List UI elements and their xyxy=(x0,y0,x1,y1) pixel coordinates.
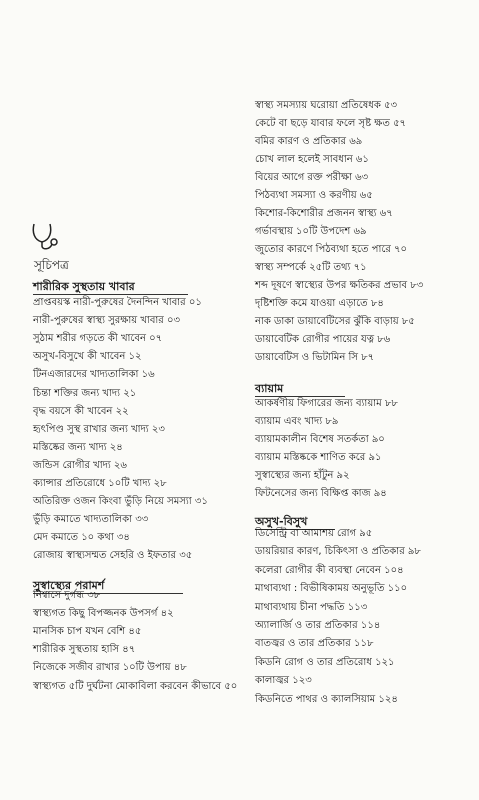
toc-entry xyxy=(255,528,372,540)
toc-entry-page: ১১৮ xyxy=(350,638,374,650)
toc-entry-page: ২৩ xyxy=(148,423,165,435)
toc-entry-page: ৯২ xyxy=(333,470,350,481)
toc-entry-title: মাথাব্যথা : বিভীষিকাময় অনুভূতি xyxy=(255,583,385,595)
toc-entry xyxy=(33,478,167,490)
toc-entry-page: ৪৭ xyxy=(119,644,136,656)
toc-entry-page: ১২ xyxy=(125,351,142,363)
toc-entry-title: গর্ভাবস্থায় ১০টি উপদেশ xyxy=(255,226,351,237)
toc-entry-title: বিয়ের আগে রক্ত পরীক্ষা xyxy=(255,172,352,183)
page-title: সূচিপত্র xyxy=(34,258,69,272)
toc-entry-title: ডায়াবেটিস ও ভিটামিন সি xyxy=(255,352,358,363)
toc-entry xyxy=(33,662,187,674)
toc-entry-page: ২৬ xyxy=(110,459,127,471)
toc-entry-title: টিনএজারদের খাদ্যতালিকা xyxy=(33,369,139,381)
toc-entry-page: ০১ xyxy=(185,297,202,308)
toc-entry xyxy=(255,470,350,482)
toc-entry xyxy=(33,333,162,345)
toc-entry-title: আকর্ষণীয় ফিগারের জন্য ব্যায়াম xyxy=(255,398,382,409)
toc-entry xyxy=(33,608,174,620)
toc-entry-title: চোখ লাল হলেই সাবধান xyxy=(255,154,353,165)
toc-entry xyxy=(33,406,129,418)
toc-entry-title: শব্দ দূষণে স্বাস্থ্যের উপর ক্ষতিকর প্রভাব xyxy=(255,280,408,291)
toc-entry-page: ৯০ xyxy=(368,434,385,445)
toc-entry-title: জুতোর কারণে পিঠব্যথা হতে পারে xyxy=(255,244,391,255)
toc-entry-title: অতিরিক্ত ওজন কিংবা ভুঁড়ি নিয়ে সমস্যা xyxy=(33,496,192,508)
toc-entry-page: ৮৩ xyxy=(407,280,424,291)
toc-entry xyxy=(255,675,312,687)
toc-entry-page: ৯৫ xyxy=(356,528,373,539)
toc-entry-page: ১০৪ xyxy=(380,564,404,576)
toc-entry-page: ৮৬ xyxy=(374,334,391,345)
toc-entry-page: ৫০ xyxy=(221,680,238,692)
toc-entry-title: মস্তিষ্কের জন্য খাদ্য xyxy=(33,441,107,453)
toc-entry xyxy=(255,398,398,410)
toc-entry-title: স্বাস্থ্য সমস্যায় ঘরোয়া প্রতিষেধক xyxy=(255,100,381,111)
toc-entry-title: সুঠাম শরীর গড়তে কী খাবেন xyxy=(33,333,146,345)
toc-entry-page: ৮৫ xyxy=(398,316,415,327)
toc-entry-page: ৮৮ xyxy=(381,398,398,409)
toc-entry xyxy=(255,316,415,328)
toc-entry xyxy=(255,118,406,130)
toc-entry-title: কলেরা রোগীর কী ব্যবস্থা নেবেন xyxy=(255,564,381,576)
toc-entry-title: নিশ্বাসে দুর্গন্ধ xyxy=(33,590,84,601)
toc-entry-title: ব্যায়ামকালীন বিশেষ সতর্কতা xyxy=(255,434,369,445)
toc-entry-page: ২২ xyxy=(112,405,129,417)
toc-entry xyxy=(33,644,135,656)
toc-entry xyxy=(255,620,380,632)
toc-entry xyxy=(255,280,423,292)
toc-entry xyxy=(33,514,148,526)
toc-entry-page: ৩৮ xyxy=(83,590,101,601)
toc-entry-page: ৮৯ xyxy=(322,416,339,427)
toc-entry-title: নাক ডাকা ডায়াবেটিসের ঝুঁকি বাড়ায় xyxy=(255,316,399,327)
toc-entry xyxy=(255,352,374,364)
toc-entry-title: ডায়াবেটিক রোগীর পায়ের যত্ন xyxy=(255,334,375,345)
toc-entry-page: ৩১ xyxy=(191,496,208,508)
toc-entry-title: ভুঁড়ি কমাতে খাদ্যতালিকা xyxy=(33,514,133,526)
toc-entry-page: ৮৪ xyxy=(367,298,384,309)
toc-entry-title: কালাজ্বর xyxy=(255,675,290,687)
toc-entry xyxy=(33,297,202,309)
toc-entry xyxy=(33,460,127,472)
toc-entry-title: স্বাস্থ্যগত ৫টি দুর্ঘটনা মোকাবিলা করবেন কীভাবে xyxy=(33,680,222,692)
toc-entry xyxy=(33,388,136,400)
stethoscope-icon xyxy=(30,222,62,252)
section-heading: ব্যায়াম xyxy=(255,382,284,395)
toc-entry xyxy=(255,546,421,558)
toc-entry-page: ২৪ xyxy=(106,441,123,453)
toc-entry xyxy=(255,190,373,202)
toc-entry-title: অসুখ-বিসুখে কী খাবেন xyxy=(33,351,126,363)
toc-entry-title: হৃৎপিণ্ড সুস্থ রাখার জন্য খাদ্য xyxy=(33,423,149,435)
toc-entry-page: ৯৪ xyxy=(370,488,387,499)
toc-entry-title: অ্যালার্জি ও তার প্রতিকার xyxy=(255,620,358,631)
toc-entry-page: ৯১ xyxy=(365,452,382,463)
toc-entry-page: ০৩ xyxy=(163,315,180,327)
toc-entry xyxy=(255,565,404,577)
toc-entry-title: ডিসেন্ট্রি বা আমাশয় রোগ xyxy=(255,528,357,539)
toc-entry xyxy=(255,100,397,112)
section-heading: সুস্বাস্থ্যের পরামর্শ xyxy=(33,579,105,592)
toc-entry-page: ১৬ xyxy=(138,369,155,381)
toc-entry xyxy=(255,154,369,166)
toc-entry xyxy=(33,532,130,544)
toc-entry xyxy=(33,681,237,693)
toc-entry-title: পিঠব্যথা সমস্যা ও করণীয় xyxy=(255,190,357,201)
toc-entry xyxy=(255,334,390,346)
toc-entry-page: ১১৩ xyxy=(344,601,368,613)
toc-entry-title: শারীরিক সুস্থতায় হাসি xyxy=(33,644,120,656)
toc-entry-page: ৬৯ xyxy=(346,136,363,147)
toc-entry-page: ৬৯ xyxy=(350,226,367,237)
toc-entry xyxy=(255,208,393,220)
toc-entry xyxy=(255,488,387,500)
toc-entry-title: মাথাব্যথায় চীনা পদ্ধতি xyxy=(255,601,345,613)
toc-entry-title: জন্ডিস রোগীর খাদ্য xyxy=(33,459,111,471)
toc-entry xyxy=(255,136,362,148)
toc-entry-title: নারী-পুরুষের স্বাস্থ্য সুরক্ষায় খাবার xyxy=(33,315,164,327)
toc-entry-page: ১১০ xyxy=(384,583,408,595)
toc-entry xyxy=(33,424,165,436)
toc-entry-page: ০৭ xyxy=(146,333,163,345)
toc-entry-page: ৪৫ xyxy=(125,626,142,638)
toc-entry xyxy=(255,298,384,310)
toc-entry xyxy=(255,262,367,274)
toc-entry xyxy=(33,351,141,363)
toc-entry-title: কিশোর-কিশোরীর প্রজনন স্বাস্থ্য xyxy=(255,208,377,219)
toc-entry-page: ৫৭ xyxy=(389,118,407,129)
toc-entry-page: ৬৫ xyxy=(356,190,373,201)
toc-entry xyxy=(255,416,338,428)
toc-entry xyxy=(255,434,385,446)
toc-entry-page: ৩৪ xyxy=(113,532,130,544)
toc-entry-title: নিজেকে সজীব রাখার ১০টি উপায় xyxy=(33,662,171,674)
toc-entry xyxy=(33,369,155,381)
toc-entry-title: ডায়রিয়ার কারণ, চিকিৎসা ও প্রতিকার xyxy=(255,546,405,558)
toc-entry xyxy=(33,442,123,454)
toc-entry-title: ক্যান্সার প্রতিরোধে ১০টি খাদ্য xyxy=(33,478,151,489)
toc-entry-title: স্বাস্থ্যগত কিছু বিপজ্জনক উপসর্গ xyxy=(33,608,158,620)
toc-entry-page: ৬৩ xyxy=(351,172,369,183)
toc-entry-page: ১১৪ xyxy=(357,620,381,631)
toc-entry xyxy=(33,550,192,562)
toc-entry-title: কেটে বা ছড়ে যাবার ফলে সৃষ্ট ক্ষত xyxy=(255,118,390,129)
toc-entry xyxy=(255,694,398,706)
toc-entry-title: কিডনিতে পাথর ও ক্যালসিয়াম xyxy=(255,693,376,705)
toc-entry-page: ৪৮ xyxy=(170,662,187,674)
toc-entry xyxy=(33,496,208,508)
toc-entry xyxy=(33,315,180,327)
toc-entry xyxy=(255,226,366,238)
toc-entry-title: প্রাপ্তবয়স্ক নারী-পুরুষের দৈনন্দিন খাবার xyxy=(33,297,186,308)
toc-entry-title: মেদ কমাতে ১০ কথা xyxy=(33,532,114,544)
toc-entry-title: বাতজ্বর ও তার প্রতিকার xyxy=(255,638,351,650)
toc-entry-page: ৭০ xyxy=(390,244,408,255)
toc-entry-title: সুস্বাস্থ্যের জন্য হাঁটুন xyxy=(255,470,334,481)
toc-entry xyxy=(33,626,141,638)
toc-entry xyxy=(255,657,395,669)
toc-entry xyxy=(255,452,381,464)
toc-entry-page: ৬৭ xyxy=(376,208,393,219)
toc-entry xyxy=(255,638,373,650)
toc-entry-page: ৪২ xyxy=(157,608,174,620)
toc-entry-page: ৬১ xyxy=(352,154,369,165)
toc-entry-page: ২১ xyxy=(120,387,137,399)
toc-entry-title: রোজায় স্বাস্থ্যসম্মত সেহরি ও ইফতার xyxy=(33,550,177,562)
toc-entry xyxy=(255,172,368,184)
toc-entry-title: বৃদ্ধ বয়সে কী খাবেন xyxy=(33,405,113,417)
toc-entry xyxy=(33,590,100,602)
toc-entry-page: ৮৭ xyxy=(357,352,375,363)
toc-entry-page: ৩৩ xyxy=(132,514,149,526)
toc-entry-page: ১২১ xyxy=(371,656,395,668)
section-heading: শারীরিক সুস্থতায় খাবার xyxy=(33,280,135,293)
toc-entry-title: ব্যায়াম মস্তিষ্ককে শাণিত করে xyxy=(255,452,366,463)
toc-entry-title: ফিটনেসের জন্য বিক্ষিপ্ত কাজ xyxy=(255,488,371,499)
toc-entry-title: দৃষ্টিশক্তি কমে যাওয়া এড়াতে xyxy=(255,298,368,309)
toc-entry-title: বমির কারণ ও প্রতিকার xyxy=(255,136,347,147)
toc-entry-title: স্বাস্থ্য সম্পর্কে ২৫টি তথ্য xyxy=(255,262,351,273)
section-rule xyxy=(33,294,188,295)
toc-entry-page: ১২৩ xyxy=(289,675,312,687)
toc-entry-page: ৯৮ xyxy=(404,546,421,558)
toc-entry-page: ৫৩ xyxy=(380,100,398,111)
toc-entry xyxy=(255,602,367,614)
toc-entry-title: কিডনি রোগ ও তার প্রতিরোধ xyxy=(255,656,372,668)
toc-entry-page: ৩৫ xyxy=(176,550,193,562)
toc-entry-title: মানসিক চাপ যখন বেশি xyxy=(33,626,126,638)
toc-entry-title: চিন্তা শক্তির জন্য খাদ্য xyxy=(33,387,121,399)
section-rule xyxy=(255,396,345,397)
toc-entry xyxy=(255,244,407,256)
section-heading: অসুখ-বিসুখ xyxy=(255,515,308,528)
toc-entry-page: ১২৪ xyxy=(375,693,398,705)
toc-entry-page: ২৮ xyxy=(150,478,167,489)
toc-entry-page: ৭১ xyxy=(350,262,367,273)
toc-entry xyxy=(255,583,407,595)
toc-entry-title: ব্যায়াম এবং খাদ্য xyxy=(255,416,323,427)
